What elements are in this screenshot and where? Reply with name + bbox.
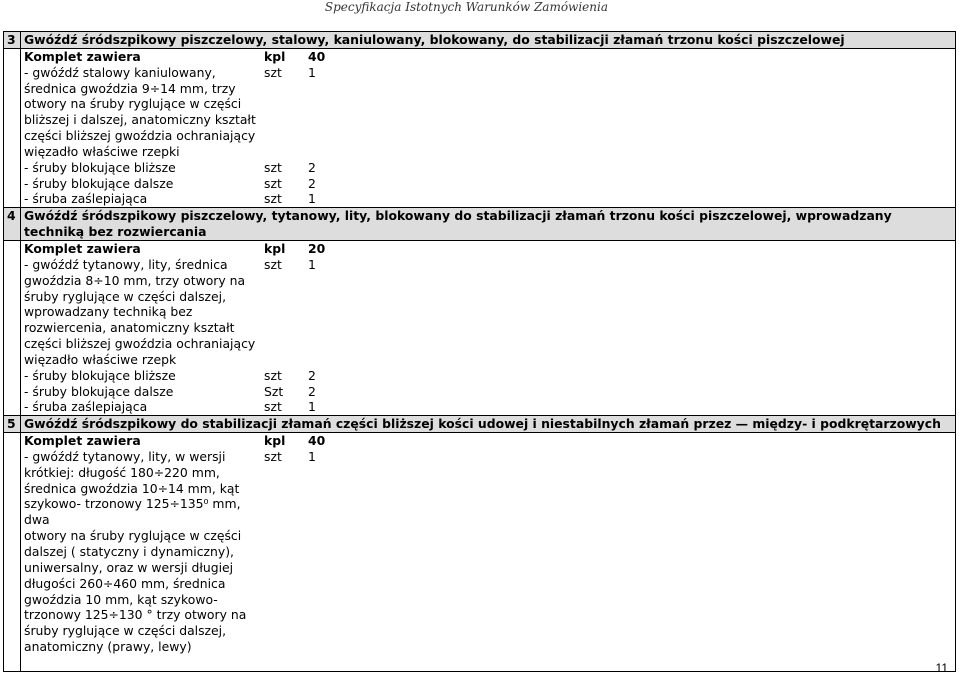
kit-row <box>24 49 955 65</box>
component-unit: szt <box>264 159 282 175</box>
component-row <box>24 399 955 415</box>
kit-unit: kpl <box>264 433 286 449</box>
component-desc: - śruby blokujące bliższe <box>24 367 176 383</box>
item-title: Gwóźdź śródszpikowy piszczelowy, stalowy, kaniulowany, blokowany, do stabilizacji złamań trzonu kości piszczelowej <box>21 32 956 49</box>
component-desc: - gwóźdź tytanowy, lity, w wersji krótkiej: długość 180÷220 mm, średnica gwoździa 10÷14 mm, kąt szykowo- trzonowy 125÷135⁰ mm, dwa otwory na śruby ryglujące w części dalszej ( statyczny i dynamiczny), uniwersalny, oraz w wersji długiej długości 260÷460 mm, średnica gwoździa 10 mm, kąt szykowo- trzonowy 125÷130 ° trzy otwory na śruby ryglujące w części dalszej, anatomiczny (prawy, lewy) <box>24 448 247 655</box>
component-row <box>24 65 955 160</box>
component-qty: 1 <box>308 399 316 415</box>
component-unit: szt <box>264 175 282 191</box>
page-header: Specyfikacja Istotnych Warunków Zamówienia <box>324 0 608 14</box>
item-title-row <box>4 32 956 49</box>
component-desc: - śruby blokujące dalsze <box>24 175 174 191</box>
kit-label: Komplet zawiera <box>24 433 141 449</box>
item-body-row <box>4 433 956 672</box>
kit-row <box>24 241 955 257</box>
kit-label: Komplet zawiera <box>24 48 141 64</box>
component-qty: 1 <box>308 256 316 272</box>
component-desc: - śruba zaślepiająca <box>24 399 148 415</box>
component-row <box>24 160 955 176</box>
specification-table <box>3 31 956 672</box>
kit-unit: kpl <box>264 240 286 256</box>
item-title: Gwóźdź śródszpikowy piszczelowy, tytanowy, lity, blokowany do stabilizacji złamań trzonu kości piszczelowej, wprowadzany techniką bez rozwiercania <box>21 208 956 241</box>
blank-line <box>24 655 955 671</box>
kit-qty: 40 <box>308 433 326 449</box>
component-row <box>24 176 955 192</box>
item-number: 4 <box>4 208 21 241</box>
item-title-row <box>4 416 956 433</box>
component-desc: - śruby blokujące dalsze <box>24 383 174 399</box>
kit-unit: kpl <box>264 48 286 64</box>
kit-qty: 40 <box>308 48 326 64</box>
component-desc: - śruby blokujące bliższe <box>24 159 176 175</box>
component-unit: szt <box>264 191 282 207</box>
component-qty: 2 <box>308 383 316 399</box>
component-unit: szt <box>264 367 282 383</box>
component-unit: szt <box>264 64 282 80</box>
component-qty: 1 <box>308 64 316 80</box>
kit-qty: 20 <box>308 240 326 256</box>
component-qty: 2 <box>308 367 316 383</box>
component-unit: Szt <box>264 383 284 399</box>
component-row <box>24 449 955 655</box>
component-qty: 1 <box>308 448 316 464</box>
item-body-row <box>4 48 956 207</box>
component-desc: - śruba zaślepiająca <box>24 191 148 207</box>
component-row <box>24 257 955 368</box>
kit-row <box>24 433 955 449</box>
item-title: Gwóźdź śródszpikowy do stabilizacji złamań części bliższej kości udowej i niestabilnych złamań przez — między- i podkrętarzowych <box>21 416 956 433</box>
component-unit: szt <box>264 399 282 415</box>
item-number: 3 <box>4 32 21 49</box>
component-row <box>24 368 955 384</box>
item-title-row <box>4 208 956 241</box>
component-unit: szt <box>264 256 282 272</box>
component-qty: 2 <box>308 159 316 175</box>
component-qty: 2 <box>308 175 316 191</box>
component-row <box>24 384 955 400</box>
item-number: 5 <box>4 416 21 433</box>
item-body-row <box>4 240 956 415</box>
component-desc: - gwóźdź stalowy kaniulowany, średnica gwoździa 9÷14 mm, trzy otwory na śruby ryglujące w części bliższej i dalszej, anatomiczny kształt części bliższej gwoździa ochraniający więzadło właściwe rzepki <box>24 64 256 159</box>
kit-label: Komplet zawiera <box>24 240 141 256</box>
component-desc: - gwóźdź tytanowy, lity, średnica gwoździa 8÷10 mm, trzy otwory na śruby ryglujące w części dalszej, wprowadzany techniką bez rozwiercenia, anatomiczny kształt części bliższej gwoździa ochraniający więzadło właściwe rzepk <box>24 256 256 367</box>
component-row <box>24 191 955 207</box>
component-qty: 1 <box>308 191 316 207</box>
page-number: 11 <box>935 661 948 675</box>
component-unit: szt <box>264 448 282 464</box>
